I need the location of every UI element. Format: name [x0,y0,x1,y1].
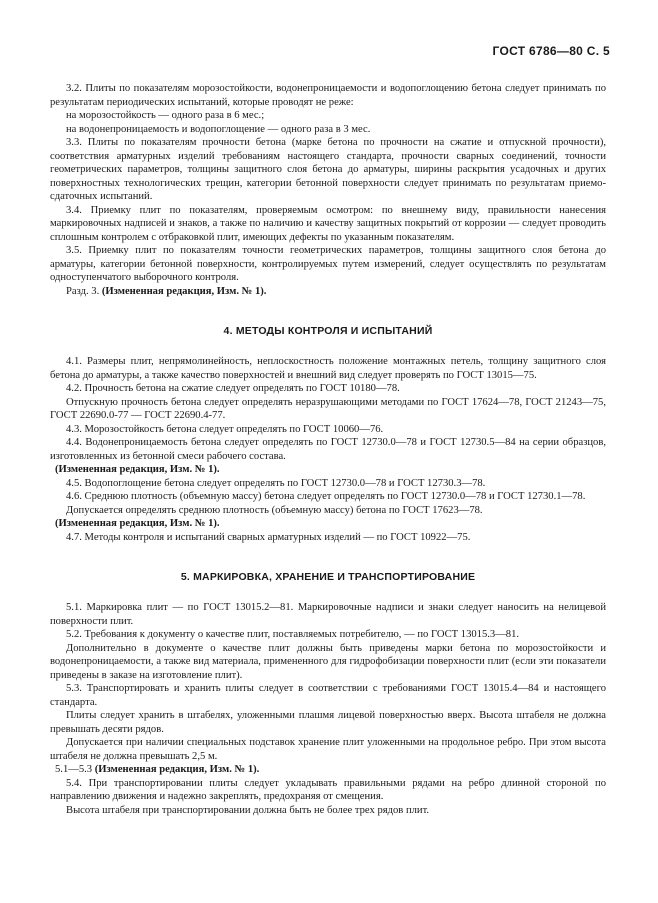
paragraph-supports: Допускается при наличии специальных подставок хранение плит уложенными на продольное ребро. При этом высота штабеля не должна превышать 2,5 м. [50,737,606,762]
paragraph-water-resistance: на водонепроницаемость и водопоглощение — одного раза в 3 мес. [66,123,371,135]
paragraph-3-5: 3.5. Приемку плит по показателям точности геометрических параметров, толщины защитного слоя бетона до арматуры, категории бетонной поверхности, контролируемых путем измерений, следует осуществлять по результатам одноступенчатого выборочного контроля. [50,245,606,283]
paragraph-3-4: 3.4. Приемку плит по показателям, проверяемым осмотром: по внешнему виду, правильности нанесения маркировочных надписей и знаков, а также по наличию и качеству защитных покрытий от коррозии — следует проводить сплошным контролем с отбраковкой плит, имеющих дефекты по указанным показателям. [50,204,606,243]
paragraph-3-3: 3.3. Плиты по показателям прочности бетона (марке бетона по прочности на сжатие и отпускной прочности), соответствия арматурных изделий требованиям настоящего стандарта, прочности сварных соединений, точности геометрических параметров, толщины защитного слоя бетона до арматуры, ширины раскрытия усадочных и других поверхностных технологических трещин, категории бетонной поверхности следует принимать по результатам приемо-сдаточных испытаний. [50,137,606,202]
section5-edit-note [50,763,606,777]
paragraph-5-4: 5.4. При транспортировании плиты следует укладывать правильными рядами на ребро длинной стороной по направлению движения и надежно закреплять, предохраняя от смещения. [50,777,606,802]
paragraph-5-3: 5.3. Транспортировать и хранить плиты следует в соответствии с требованиями ГОСТ 13015.4—84 и настоящего стандарта. [50,683,606,708]
paragraph-3-2: 3.2. Плиты по показателям морозостойкости, водонепроницаемости и водопоглощению бетона следует принимать по результатам периодических испытаний, которые проводят не реже: [50,83,606,108]
edit-note-bold: (Измененная редакция, Изм. № 1). [101,285,267,297]
section4-edit-note-2: (Измененная редакция, Изм. № 1). [55,518,220,529]
paragraph-4-3: 4.3. Морозостойкость бетона следует определять по ГОСТ 10060—76. [66,423,384,435]
paragraph-stack-height: Высота штабеля при транспортировании должна быть не более трех рядов плит. [66,804,430,816]
section5-title: 5. МАРКИРОВКА, ХРАНЕНИЕ И ТРАНСПОРТИРОВАНИЕ [180,571,476,583]
paragraph-frost-resistance: на морозостойкость — одного раза в 6 мес.; [66,110,265,121]
paragraph-4-4: 4.4. Водонепроницаемость бетона следует определять по ГОСТ 12730.0—78 и ГОСТ 12730.5—84 на серии образцов, изготовленных из бетонной смеси рабочего состава. [50,437,606,462]
paragraph-4-7: 4.7. Методы контроля и испытаний сварных арматурных изделий — по ГОСТ 10922—75. [66,531,471,543]
section4-edit-note-1: (Измененная редакция, Изм. № 1). [55,464,220,475]
paragraph-4-5: 4.5. Водопоглощение бетона следует определять по ГОСТ 12730.0—78 и ГОСТ 12730.3—78. [66,477,486,489]
document-body [50,82,606,817]
edit-note-prefix: Разд. 3. [66,285,102,297]
paragraph-4-2: 4.2. Прочность бетона на сжатие следует определять по ГОСТ 10180—78. [66,383,400,394]
paragraph-density-allowed: Допускается определять среднюю плотность (объемную массу) бетона по ГОСТ 17623—78. [66,504,483,516]
page-header: ГОСТ 6786—80 С. 5 [492,44,610,58]
section4-title: 4. МЕТОДЫ КОНТРОЛЯ И ИСПЫТАНИЙ [223,325,433,337]
paragraph-5-2: 5.2. Требования к документу о качестве плит, поставляемых потребителю, — по ГОСТ 13015.3—81. [66,629,520,640]
paragraph-storage: Плиты следует хранить в штабелях, уложенными плашмя лицевой поверхностью вверх. Высота штабеля не должна превышать десяти рядов. [50,710,606,735]
paragraph-release-strength: Отпускную прочность бетона следует определять неразрушающими методами по ГОСТ 17624—78, ГОСТ 21243—75, ГОСТ 22690.0-77 — ГОСТ 22690.4-77. [50,396,606,421]
section5-edit-prefix: 5.1—5.3 [55,764,95,775]
section5-edit-bold: (Измененная редакция, Изм. № 1). [94,764,260,775]
paragraph-quality-doc: Дополнительно в документе о качестве плит должны быть приведены марки бетона по морозостойкости и водонепроницаемости, а также вид материала, примененного для гидрофобизации поверхности плит (если эти показатели приведены в заказе на изготовление плит). [50,642,606,681]
paragraph-5-1: 5.1. Маркировка плит — по ГОСТ 13015.2—81. Маркировочные надписи и знаки следует наносить на нелицевой поверхности плит. [50,602,606,627]
paragraph-4-6: 4.6. Среднюю плотность (объемную массу) бетона следует определять по ГОСТ 12730.0—78 и ГОСТ 12730.1—78. [66,491,586,502]
section3-edit-note [50,285,606,299]
paragraph-4-1: 4.1. Размеры плит, непрямолинейность, неплоскостность положение монтажных петель, толщину защитного слоя бетона до арматуры, а также качество поверхностей и внешний вид следует проверять по ГОСТ 13015—75. [50,356,606,381]
